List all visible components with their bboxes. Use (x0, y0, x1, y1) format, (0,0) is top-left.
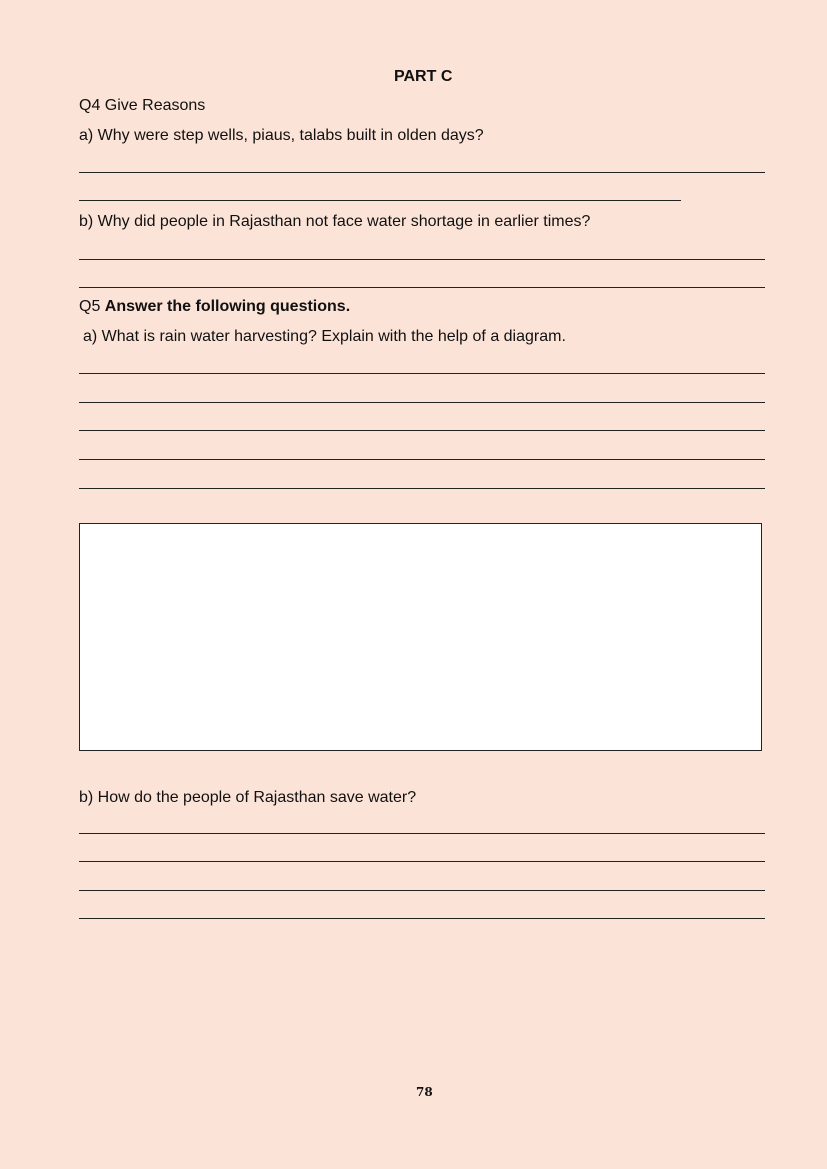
answer-line (79, 918, 765, 919)
answer-line (79, 373, 765, 374)
answer-line (79, 172, 765, 173)
answer-line (79, 833, 765, 834)
q5-heading (79, 297, 350, 317)
answer-line (79, 890, 765, 891)
q5-question-a: a) What is rain water harvesting? Explain with the help of a diagram. (83, 328, 566, 345)
answer-line (79, 861, 765, 862)
diagram-box[interactable] (79, 523, 762, 751)
answer-line (79, 200, 681, 201)
answer-line (79, 459, 765, 460)
q5-prefix: Q5 (79, 298, 105, 315)
answer-line (79, 402, 765, 403)
answer-line (79, 430, 765, 431)
q5-heading-bold: Answer the following questions. (104, 298, 351, 315)
part-title: PART C (394, 68, 453, 85)
page-number: 78 (416, 1085, 433, 1099)
answer-line (79, 488, 765, 489)
q4-question-a: a) Why were step wells, piaus, talabs built in olden days? (79, 127, 484, 144)
answer-line (79, 259, 765, 260)
q5-question-b: b) How do the people of Rajasthan save water? (79, 789, 417, 806)
q4-heading: Q4 Give Reasons (79, 97, 206, 114)
answer-line (79, 287, 765, 288)
q4-question-b: b) Why did people in Rajasthan not face water shortage in earlier times? (79, 213, 591, 230)
